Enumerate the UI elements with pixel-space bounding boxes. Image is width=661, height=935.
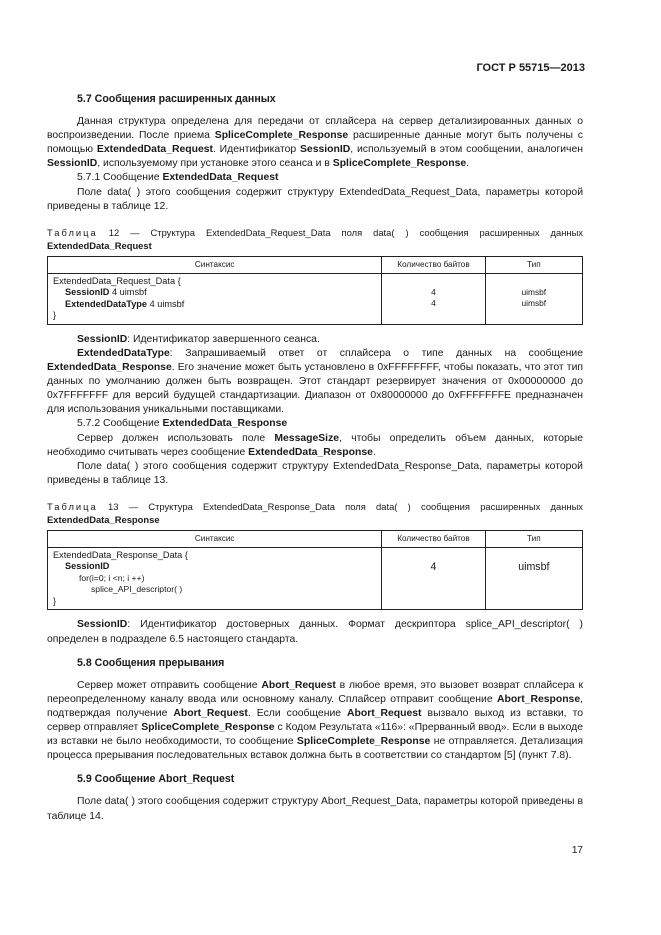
table-13-header-row xyxy=(48,530,583,547)
section-5-9-paragraph: Поле data( ) этого сообщения содержит структуру Abort_Request_Data, параметры которой приведены в таблице 14. xyxy=(47,796,583,822)
standard-header: ГОСТ Р 55715—2013 xyxy=(476,62,585,74)
table-12-reference: Поле data( ) этого сообщения содержит структуру ExtendedData_Request_Data, параметры которой приведены в таблице 12. xyxy=(47,186,583,212)
session-id-definition: SessionID: Идентификатор завершенного сеанса. xyxy=(77,333,320,345)
bytes-cell: 4 xyxy=(382,547,485,610)
subsection-5-7-2-heading: 5.7.2 Сообщение ExtendedData_Response xyxy=(77,418,288,430)
page-content xyxy=(47,92,583,824)
message-size-paragraph: Сервер должен использовать поле MessageSize, чтобы определить объем данных, которые необходимо считывать через сообщение ExtendedData_Response. xyxy=(47,432,583,458)
syntax-cell: ExtendedData_Response_Data { SessionID for(i=0; i <n; i ++) splice_API_descriptor( ) } xyxy=(48,547,382,610)
table-13-caption: Таблица 13 — Структура ExtendedData_Response_Data поля data( ) сообщения расширенных данных ExtendedData_Response xyxy=(47,500,583,525)
session-id-definition-2: SessionID: Идентификатор достоверных данных. Формат дескриптора splice_API_descriptor( ) определен в подразделе 6.5 настоящего стандарта. xyxy=(47,619,583,645)
syntax-column-header: Синтаксис xyxy=(48,256,382,273)
section-5-7-paragraph: Данная структура определена для передачи от сплайсера на сервер детализированных данных о воспроизведении. После приема SpliceComplete_Response расширенные данные могут быть получены с помощью ExtendedData_Request. Идентификатор SessionID, используемый в этом сообщении, аналогичен SessionID, используемому при установке этого сеанса и в SpliceComplete_Response. xyxy=(47,116,583,170)
table-12-row xyxy=(48,273,583,324)
section-5-7-heading: 5.7 Сообщения расширенных данных xyxy=(77,93,276,105)
section-5-8-paragraph: Сервер может отправить сообщение Abort_Request в любое время, это вызовет возврат сплайсера к переопределенному каналу ввода или основному каналу. Сплайсер отправит сообщение Abort_Response, подтверждая получение Abort_Request. Если сообщение Abort_Request вызвало выход из вставки, то сервер отправляет SpliceComplete_Response с Кодом Результата «116»: «Прерванный ввод». Если в выходе из вставки не было необходимости, то сообщение SpliceComplete_Response не отправляется. Детализация процесса прерывания последовательных вставок должна быть в соответствии со стандартом [5] (пункт 7.8). xyxy=(47,679,583,762)
table-13-row xyxy=(48,547,583,610)
type-cell: uimsbf uimsbf xyxy=(485,273,582,324)
bytes-column-header: Количество байтов xyxy=(382,256,485,273)
table-12-caption: Таблица 12 — Структура ExtendedData_Request_Data поля data( ) сообщения расширенных данных ExtendedData_Request xyxy=(47,226,583,251)
table-13 xyxy=(47,530,583,611)
table-12-header-row xyxy=(48,256,583,273)
type-column-header: Тип xyxy=(485,530,582,547)
bytes-cell: 4 4 xyxy=(382,273,485,324)
section-5-9-heading: 5.9 Сообщение Abort_Request xyxy=(77,773,235,786)
table-13-reference: Поле data( ) этого сообщения содержит структуру ExtendedData_Response_Data, параметры которой приведены в таблице 13. xyxy=(47,460,583,486)
bytes-column-header: Количество байтов xyxy=(382,530,485,547)
syntax-cell: ExtendedData_Request_Data { SessionID 4 uimsbf ExtendedDataType 4 uimsbf } xyxy=(48,273,382,324)
table-12 xyxy=(47,256,583,325)
page-number: 17 xyxy=(571,845,583,856)
type-column-header: Тип xyxy=(485,256,582,273)
extended-data-type-definition: ExtendedDataType: Запрашиваемый ответ от сплайсера о типе данных на сообщение ExtendedData_Response. Его значение может быть установлено в 0xFFFFFFFF, чтобы показать, что этот тип данных по умолчанию должен быть возвращен. Этот стандарт резервирует значения от 0x00000000 до 0x7FFFFFFF для версий будущей стандартизации. Диапазон от 0x80000000 до 0xFFFFFFFE предназначен для использования уникальными поставщиками. xyxy=(47,347,583,416)
type-cell: uimsbf xyxy=(485,547,582,610)
section-5-8-heading: 5.8 Сообщения прерывания xyxy=(77,656,225,669)
syntax-column-header: Синтаксис xyxy=(48,530,382,547)
subsection-5-7-1-heading: 5.7.1 Сообщение ExtendedData_Request xyxy=(77,172,279,184)
